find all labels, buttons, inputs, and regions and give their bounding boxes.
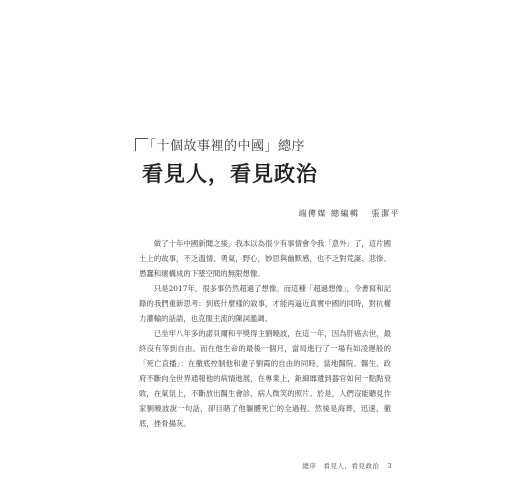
paragraph: 只是2017年，很多事仍然超過了想像。而這種「超過想像」，令書寫和記錄的我們重新思考：到底什麼樣的敘事，才能再逼近真實中國的同時，對抗權力灌輸的話語，也克服主流的陳詞濫調。 bbox=[139, 284, 391, 323]
author-name: 張潔平 bbox=[371, 209, 400, 218]
body-text bbox=[139, 236, 391, 431]
page-number: 3 bbox=[387, 462, 392, 470]
paragraph: 做了十年中國新聞之後，我本以為很少有事情會令我「意外」了，這片國土上的故事，不乏溫情、勇氣，野心，妙思與幽默感，也不乏對荒誕、悲慘、愚蠢和壞構成的下墜空間的無限想像。 bbox=[139, 239, 391, 278]
running-head: 總序 看見人，看見政治 bbox=[302, 462, 380, 470]
author-line bbox=[298, 208, 400, 219]
author-role: 端傳媒 總編輯 bbox=[298, 209, 360, 218]
page-footer bbox=[302, 461, 392, 470]
page-title: 看見人，看見政治 bbox=[142, 162, 318, 186]
series-label: 「十個故事裡的中國」總序 bbox=[143, 139, 306, 154]
paragraph: 已坐牢八年多的諾貝爾和平獎得主劉曉波，在這一年，因為肝癌去世，最終沒有等到自由。而在他生命的最後一個月，當局進行了一場有如凌遲般的「死亡直播」：在徹底控制他和妻子劉霞的自由的同時，當地醫院、醫生、政府不斷向全世界通報他的病情進展，在專業上，鉅細靡遺到器官如何一點點衰敗，在氣氛上，不斷放出醫生會診、病人微笑的照片。於是，人們沒能聽見作家劉曉波說一句話，卻目睹了他軀體死亡的全過程。然後是海葬，迅速，徹底，挫骨揚灰。 bbox=[139, 329, 391, 428]
